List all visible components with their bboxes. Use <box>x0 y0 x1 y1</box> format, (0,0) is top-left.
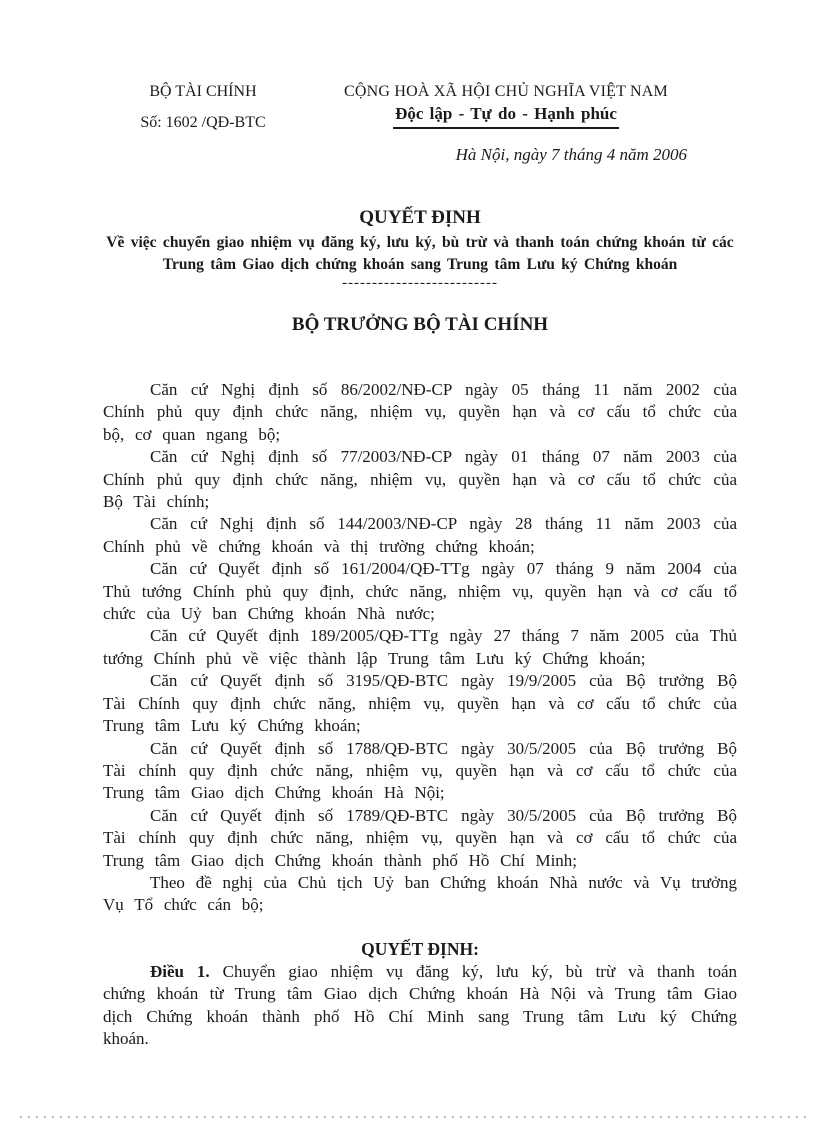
national-motto: Độc lập - Tự do - Hạnh phúc <box>393 103 619 129</box>
issuing-agency-name: BỘ TÀI CHÍNH <box>149 83 257 100</box>
article-1-text: Chuyển giao nhiệm vụ đăng ký, lưu ký, bù trừ và thanh toán chứng khoán từ Trung tâm Giao dịch Chứng khoán Hà Nội và Trung tâm Giao dịch Chứng khoán thành phố Hồ Chí Minh sang Trung tâm Lưu ký Chứng khoán. <box>103 961 738 1048</box>
document-subtitle-line-2: Trung tâm Giao dịch chứng khoán sang Trung tâm Lưu ký Chứng khoán <box>162 256 678 273</box>
document-number: Số: 1602 /QĐ-BTC <box>140 114 266 131</box>
national-title: CỘNG HOÀ XÃ HỘI CHỦ NGHĨA VIỆT NAM <box>344 83 668 100</box>
page-bottom-dotted-rule <box>20 1116 809 1118</box>
dash-separator: -------------------------- <box>342 275 498 291</box>
national-motto-wrap <box>325 103 687 129</box>
document-title: QUYẾT ĐỊNH <box>359 207 481 228</box>
article-1 <box>103 961 737 1051</box>
issuer-title: BỘ TRƯỞNG BỘ TÀI CHÍNH <box>291 314 549 335</box>
document-header <box>103 82 737 165</box>
preamble-paragraph: Theo đề nghị của Chủ tịch Uỷ ban Chứng khoán Nhà nước và Vụ trưởng Vụ Tổ chức cán bộ; <box>103 872 737 915</box>
preamble-paragraph: Căn cứ Quyết định số 1788/QĐ-BTC ngày 30/5/2005 của Bộ trưởng Bộ Tài chính quy định chức năng, nhiệm vụ, quyền hạn và cơ cấu tổ chức của Trung tâm Giao dịch Chứng khoán Hà Nội; <box>103 738 737 803</box>
issuing-agency-block <box>103 82 303 133</box>
article-1-label: Điều 1. <box>150 961 210 981</box>
preamble-paragraph: Căn cứ Nghị định số 144/2003/NĐ-CP ngày 28 tháng 11 năm 2003 của Chính phủ về chứng khoán và thị trường chứng khoán; <box>103 514 737 556</box>
preamble-paragraph: Căn cứ Nghị định số 86/2002/NĐ-CP ngày 05 tháng 11 năm 2002 của Chính phủ quy định chức năng, nhiệm vụ, quyền hạn và cơ cấu tổ chức của bộ, cơ quan ngang bộ; <box>103 380 737 444</box>
document-subtitle <box>103 232 737 276</box>
title-section <box>103 205 737 337</box>
preamble-paragraph: Căn cứ Quyết định số 161/2004/QĐ-TTg ngày 07 tháng 9 năm 2004 của Thủ tướng Chính phủ quy định, chức năng, nhiệm vụ, quyền hạn và cơ cấu tổ chức của Uỷ ban Chứng khoán Nhà nước; <box>103 559 737 624</box>
preamble-paragraph: Căn cứ Nghị định số 77/2003/NĐ-CP ngày 01 tháng 07 năm 2003 của Chính phủ quy định chức năng, nhiệm vụ, quyền hạn và cơ cấu tổ chức của Bộ Tài chính; <box>103 447 737 512</box>
document-subtitle-line-1: Về việc chuyển giao nhiệm vụ đăng ký, lưu ký, bù trừ và thanh toán chứng khoán từ các <box>106 234 734 251</box>
preamble-paragraph: Căn cứ Quyết định 189/2005/QĐ-TTg ngày 27 tháng 7 năm 2005 của Thủ tướng Chính phủ về việc thành lập Trung tâm Lưu ký Chứng khoán; <box>103 626 737 668</box>
preamble-paragraph: Căn cứ Quyết định số 3195/QĐ-BTC ngày 19/9/2005 của Bộ trưởng Bộ Tài Chính quy định chức năng, nhiệm vụ, quyền hạn và cơ cấu tổ chức của Trung tâm Lưu ký Chứng khoán; <box>103 671 737 736</box>
operative-heading: QUYẾT ĐỊNH: <box>361 938 479 959</box>
national-heading-block <box>325 82 687 165</box>
preamble-section <box>103 379 737 917</box>
place-date-line: Hà Nội, ngày 7 tháng 4 năm 2006 <box>455 145 687 164</box>
preamble-paragraph: Căn cứ Quyết định số 1789/QĐ-BTC ngày 30/5/2005 của Bộ trưởng Bộ Tài chính quy định chức năng, nhiệm vụ, quyền hạn và cơ cấu tổ chức của Trung tâm Giao dịch Chứng khoán thành phố Hồ Chí Minh; <box>103 805 737 870</box>
